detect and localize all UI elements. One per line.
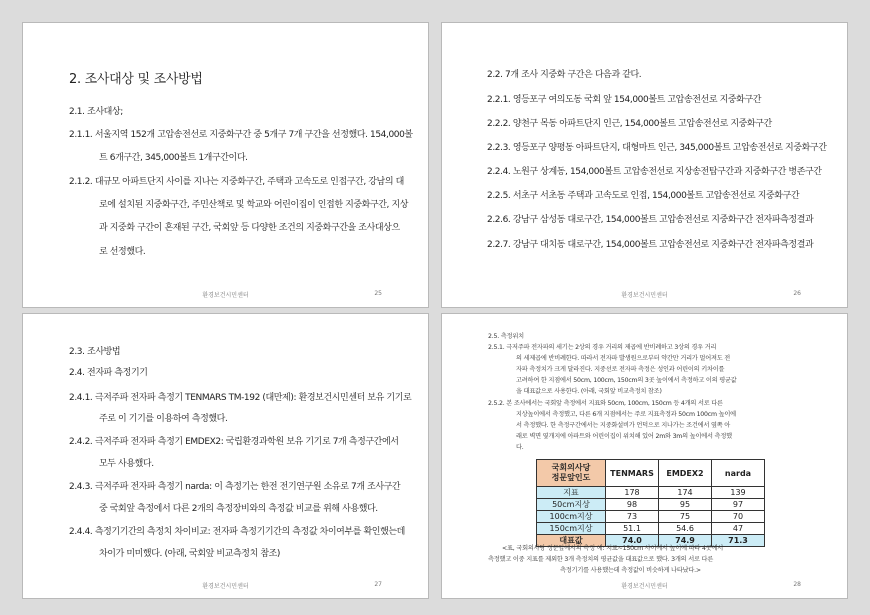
text-line: 고려하여 한 지점에서 50cm, 100cm, 150cm의 3곳 높이에서 측정하고 이의 평균값 — [516, 377, 737, 384]
column-header: EMDEX2 — [659, 460, 712, 487]
text-line: 2.2.4. 노원구 상계동, 154,000볼트 고압송전선로 지상송전탑구간과 지중화구간 병존구간 — [487, 167, 822, 177]
text-line: 자파 측정치가 크게 달라진다. 지중선로 전자파 측정은 성인과 어린이의 키차이를 — [516, 366, 725, 373]
row-label: 100cm지상 — [537, 511, 606, 523]
text-line: 2.4.1. 극저주파 전자파 측정기 TENMARS TM-192 (대만제): 환경보건시민센터 보유 기기로 — [69, 393, 412, 403]
text-line: 차이가 미미했다. (아래, 국회앞 비교측정치 참조) — [99, 549, 281, 559]
table-cell: 47 — [712, 523, 765, 535]
text-line: 서 측정했다. 한 측정구간에서는 지중화설비가 언덕으로 지나가는 조건에서 옆쪽 아 — [516, 422, 731, 429]
table-corner-label: 국회의사당 정문앞인도 — [551, 463, 591, 482]
table-cell: 139 — [712, 487, 765, 499]
text-line: 주로 이 기기를 이용하여 측정했다. — [99, 414, 228, 424]
slide-page-27 — [22, 313, 429, 599]
text-line: 지상높이에서 측정했고, 다른 6개 지점에서는 주로 지표측정과 50cm 100cm 높이에 — [516, 411, 736, 418]
table-cell: 73 — [606, 511, 659, 523]
footer-org: 환경보건시민센터 — [202, 292, 249, 299]
page-number: 25 — [374, 290, 382, 297]
row-label: 50cm지상 — [537, 499, 606, 511]
footer-org: 환경보건시민센터 — [202, 583, 249, 590]
table-cell: 98 — [606, 499, 659, 511]
table-cell: 174 — [659, 487, 712, 499]
table-cell: 54.6 — [659, 523, 712, 535]
text-line: 을 대표값으로 사용한다. (아래, 국회앞 비교측정치 참조) — [516, 388, 662, 395]
table-cell: 75 — [659, 511, 712, 523]
comparison-table — [536, 459, 765, 547]
table-cell: 70 — [712, 511, 765, 523]
table-caption-line: <표, 국회의사당 정문앞에서의 측정 예: 지표~150cm 사이에서 높이에 따라 4곳에서 — [502, 545, 724, 552]
column-header: narda — [712, 460, 765, 487]
text-line: 로에 설치된 지중화구간, 주민산책로 및 학교와 어린이집이 인접한 지중화구간, 지상 — [99, 200, 409, 210]
text-line: 래로 벽면 옆개지에 아파트와 어린이집이 위치해 있어 2m와 3m의 높이에서 측정했 — [516, 433, 732, 440]
text-line: 2.4.2. 극저주파 전자파 측정기 EMDEX2: 국립환경과학원 보유 기기로 7개 측정구간에서 — [69, 437, 399, 447]
text-line: 2.2.3. 영등포구 양평동 아파트단지, 대형마트 인근, 345,000볼트 고압송전선로 지중화구간 — [487, 143, 827, 153]
table-cell: 97 — [712, 499, 765, 511]
footer-org: 환경보건시민센터 — [621, 583, 668, 590]
column-header: TENMARS — [606, 460, 659, 487]
table-header-row — [537, 460, 765, 487]
table-cell: 51.1 — [606, 523, 659, 535]
text-line: 2.5.2. 본 조사에서는 국회앞 측정에서 지표와 50cm, 100cm, 150cm 등 4개의 서로 다른 — [488, 400, 723, 407]
text-line: 트 6개구간, 345,000볼트 1개구간이다. — [99, 153, 248, 163]
text-line: 2.4.3. 극저주파 전자파 측정기 narda: 이 측정기는 한전 전기연구원 소유로 7개 조사구간 — [69, 482, 401, 492]
row-label: 대표값 — [537, 535, 606, 547]
text-line: 2.4.4. 측정기기간의 측정치 차이비교: 전자파 측정기기간의 측정값 차이여부를 확인했는데 — [69, 527, 405, 537]
table-cell: 71.3 — [712, 535, 765, 547]
text-line: 2.2.1. 영등포구 여의도동 국회 앞 154,000볼트 고압송전선로 지중화구간 — [487, 95, 762, 105]
text-line: 로 선정했다. — [99, 247, 146, 257]
text-line: 2.3. 조사방법 — [69, 347, 121, 357]
text-line: 2.5. 측정위치 — [488, 333, 524, 340]
table-cell: 178 — [606, 487, 659, 499]
table-row — [537, 487, 765, 499]
slide-page-25 — [22, 22, 429, 308]
text-line: 과 지중화 구간이 혼재된 구간, 국회앞 등 다양한 조건의 지중화구간을 조사대상으 — [99, 223, 400, 233]
text-line: 의 세제곱에 반비례한다. 따라서 전자파 발생원으로부터 약간만 거리가 멀어져도 전 — [516, 355, 731, 362]
section-heading: 2. 조사대상 및 조사방법 — [69, 72, 203, 87]
table-caption-line: 측정기기를 사용했는데 측정값이 비슷하게 나타났다.> — [560, 567, 701, 574]
slide-page-28 — [441, 313, 848, 599]
row-label: 150cm지상 — [537, 523, 606, 535]
text-line: 2.2.6. 강남구 삼성동 대로구간, 154,000볼트 고압송전선로 지중화구간 전자파측정결과 — [487, 215, 814, 225]
table-corner-cell — [537, 460, 606, 487]
text-line: 2.1.1. 서울지역 152개 고압송전선로 지중화구간 중 5개구 7개 구간을 선정했다. 154,000볼 — [69, 130, 413, 140]
table-cell: 74.0 — [606, 535, 659, 547]
slide-page-26 — [441, 22, 848, 308]
table-cell: 74.9 — [659, 535, 712, 547]
table-cell: 95 — [659, 499, 712, 511]
page-number: 26 — [793, 290, 801, 297]
text-line: 2.2.2. 양천구 목동 아파트단지 인근, 154,000볼트 고압송전선로 지중화구간 — [487, 119, 772, 129]
table-row — [537, 511, 765, 523]
table-row — [537, 499, 765, 511]
page-number: 27 — [374, 581, 382, 588]
footer-org: 환경보건시민센터 — [621, 292, 668, 299]
text-line: 중 국회앞 측정에서 다른 2개의 측정장비와의 측정값 비교를 위해 사용했다. — [99, 504, 378, 514]
text-line: 모두 사용했다. — [99, 459, 154, 469]
text-line: 2.2.7. 강남구 대치동 대로구간, 154,000볼트 고압송전선로 지중화구간 전자파측정결과 — [487, 240, 814, 250]
table-caption-line: 측정했고 이중 지표를 제외한 3개 측정치의 평균값을 대표값으로 했다. 3개의 서로 다른 — [488, 556, 714, 563]
row-label: 지표 — [537, 487, 606, 499]
text-line: 2.2.5. 서초구 서초동 주택과 고속도로 인접, 154,000볼트 고압송전선로 지중화구간 — [487, 191, 800, 201]
text-line: 2.1. 조사대상; — [69, 107, 123, 117]
text-line: 2.2. 7개 조사 지중화 구간은 다음과 같다. — [487, 70, 642, 80]
text-line: 2.4. 전자파 측정기기 — [69, 368, 148, 378]
text-line: 2.1.2. 대규모 아파트단지 사이를 지나는 지중화구간, 주택과 고속도로 인접구간, 강남의 대 — [69, 177, 404, 187]
text-line: 2.5.1. 극저주파 전자파의 세기는 2상의 경우 거리의 제곱에 반비례하고 3상의 경우 거리 — [488, 344, 717, 351]
table-row — [537, 523, 765, 535]
text-line: 다. — [516, 444, 524, 451]
page-number: 28 — [793, 581, 801, 588]
